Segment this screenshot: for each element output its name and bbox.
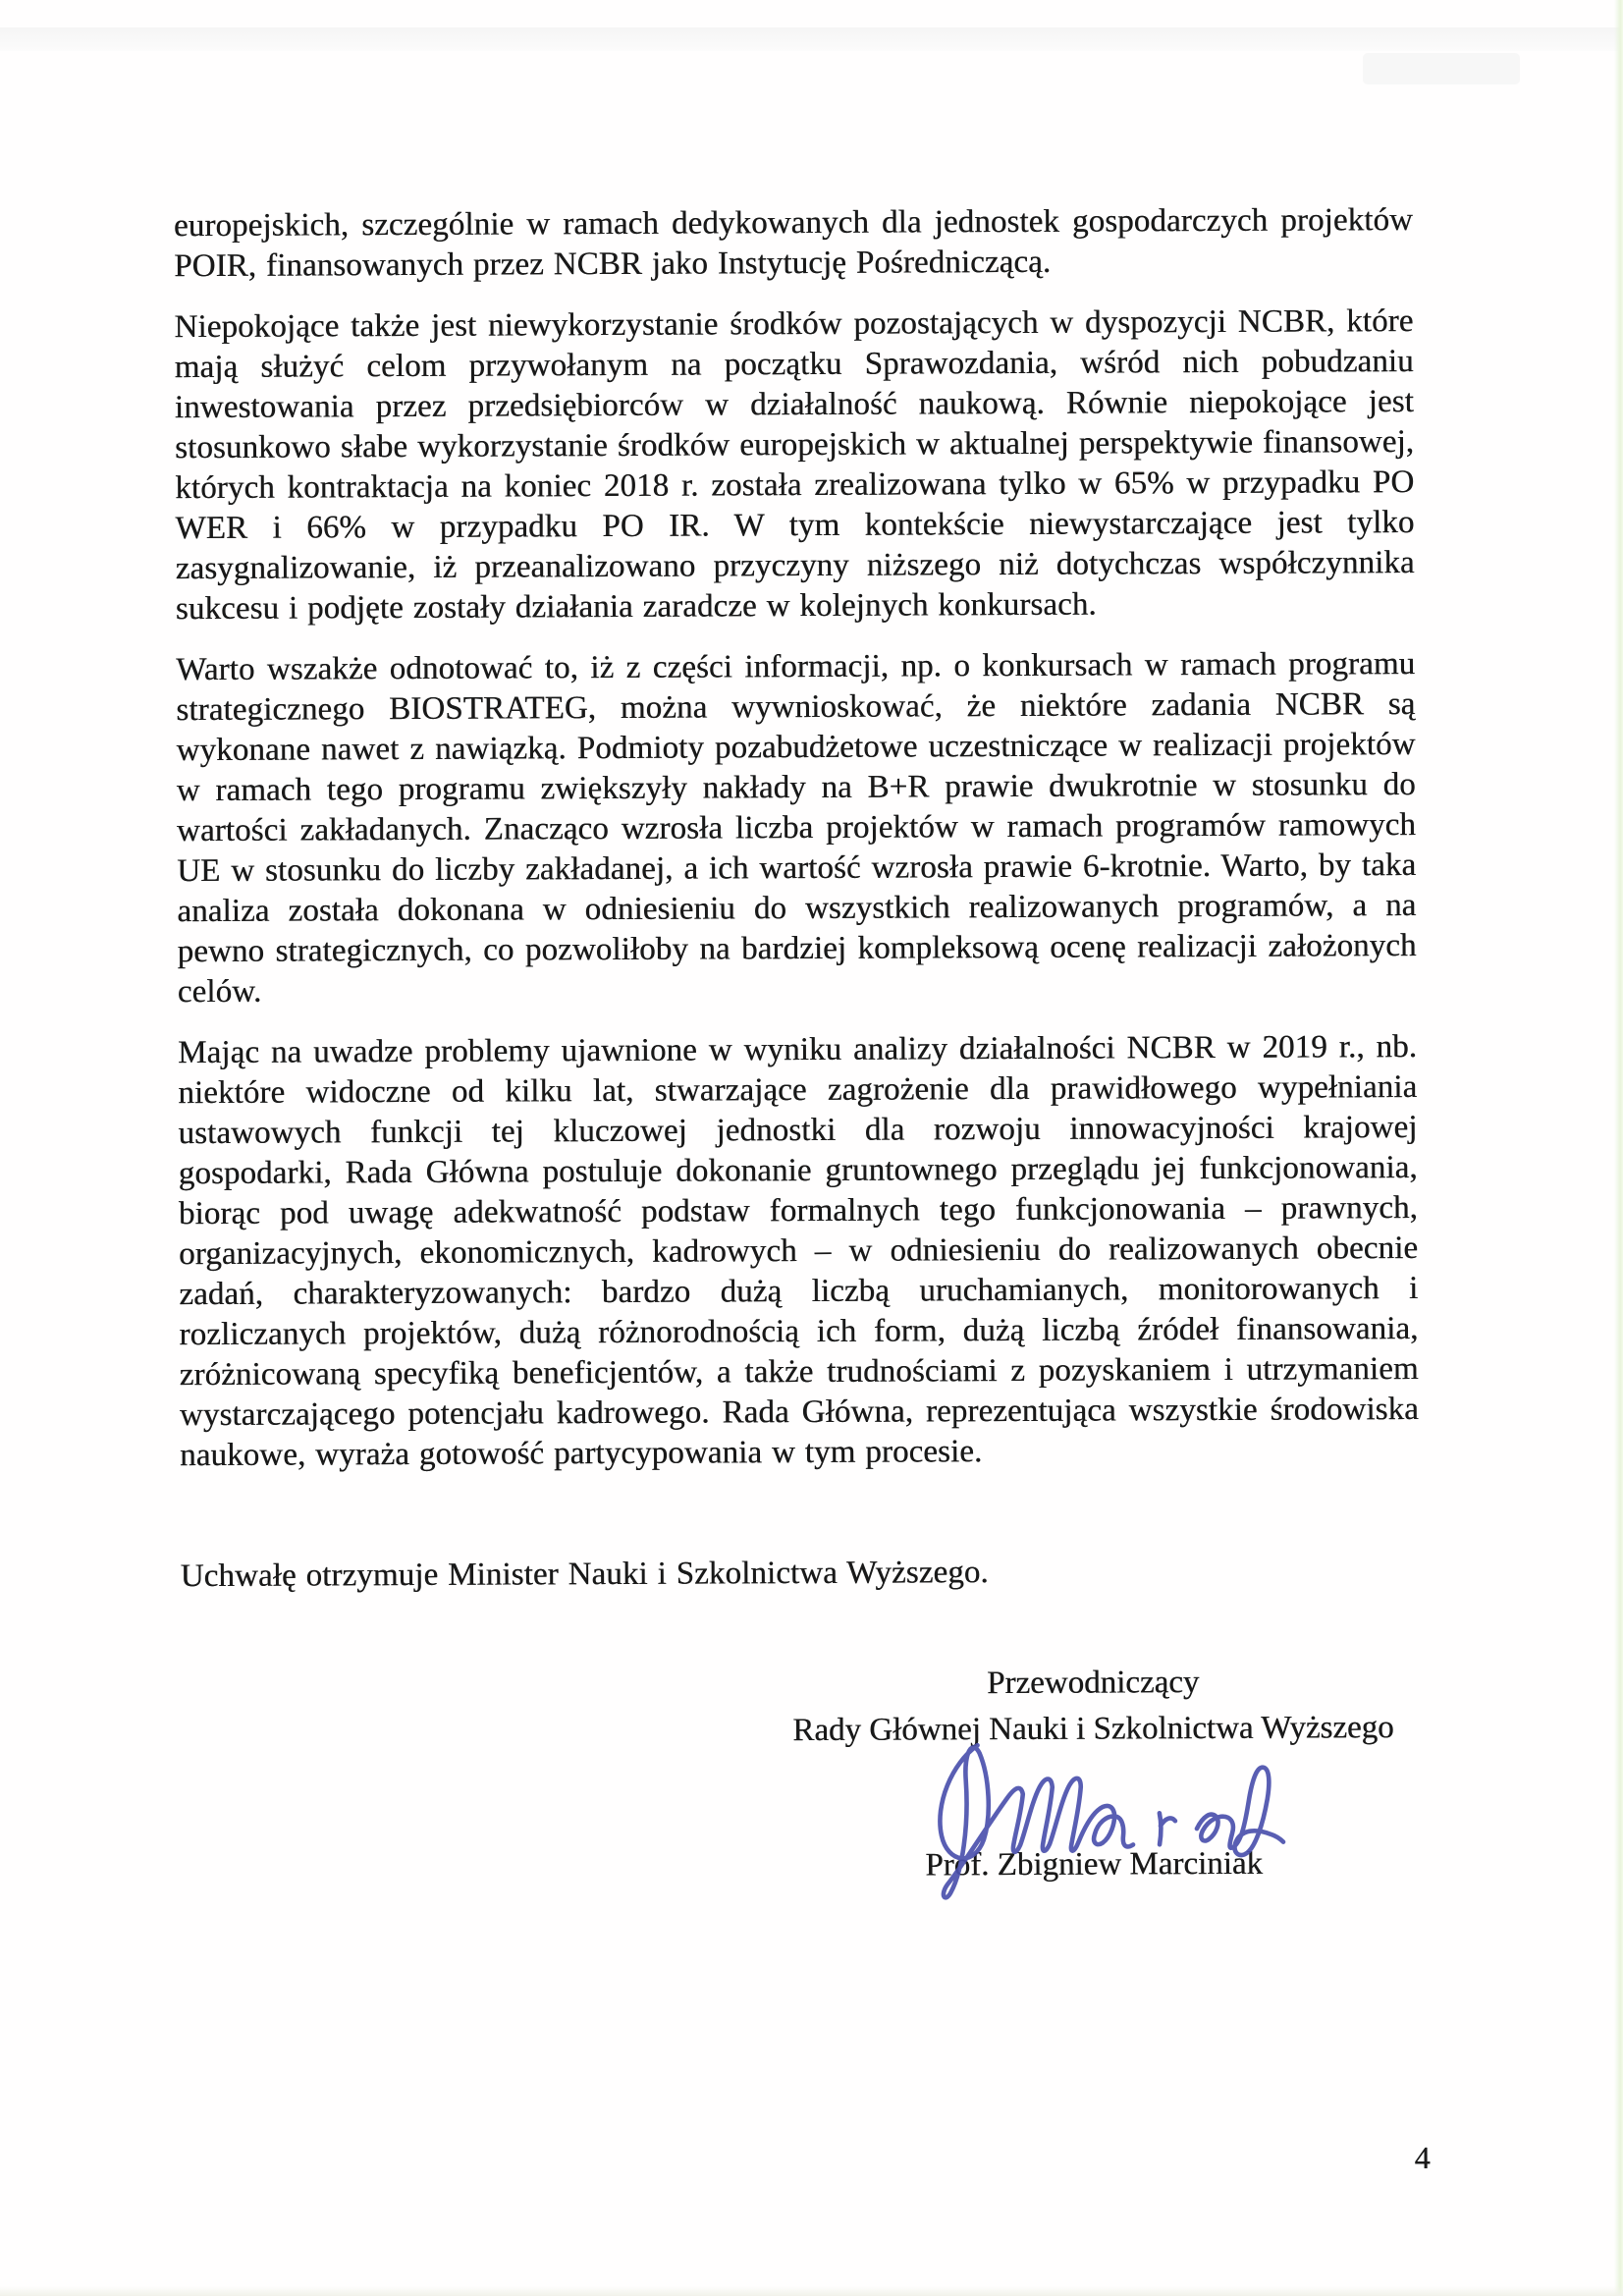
signature-stroke-tail	[1197, 1768, 1283, 1856]
signatory-organization: Rady Głównej Nauki i Szkolnictwa Wyższego	[792, 1710, 1394, 1749]
body-paragraph-2: Niepokojące także jest niewykorzystanie środków pozostających w dyspozycji NCBR, które mają służyć celom przywołanym na początku Sprawozdania, wśród nich pobudzaniu inwestowania przez przedsiębiorców w działalność naukową. Równie niepokojące jest stosunkowo słabe wykorzystanie środków europejskich w aktualnej perspektywie finansowej, których kontraktacja na koniec 2018 r. została zrealizowana tylko w 65% w przypadku PO WER i 66% w przypadku PO IR. W tym kontekście niewystarczające jest tylko zasygnalizowanie, iż przeanalizowano przyczyny niższego niż dotychczas współczynnika sukcesu i podjęte zostały działania zaradcze w kolejnych konkursach.	[174, 302, 1415, 628]
body-paragraph-3: Warto wszakże odnotować to, iż z części informacji, np. o konkursach w ramach programu strategicznego BIOSTRATEG, można wywnioskować, że niektóre zadania NCBR są wykonane nawet z nawiązką. Podmioty pozabudżetowe uczestniczące w realizacji projektów w ramach tego programu zwiększyły nakłady na B+R prawie dwukrotnie w stosunku do wartości zakładanych. Znacząco wzrosła liczba projektów w ramach programów ramowych UE w stosunku do liczby zakładanej, a ich wartość wzrosła prawie 6-krotnie. Warto, by taka analiza została dokonana w odniesieniu do wszystkich realizowanych programów, a na pewno strategicznych, co pozwoliłoby na bardziej kompleksową ocenę realizacji założonych celów.	[176, 645, 1417, 1011]
signatory-title: Przewodniczący	[987, 1665, 1200, 1702]
signature-stroke-main	[940, 1744, 1133, 1897]
body-paragraph-4: Mając na uwadze problemy ujawnione w wyniku analizy działalności NCBR w 2019 r., nb. niektóre widoczne od kilku lat, stwarzające zagrożenie dla prawidłowego wypełniania ustawowych funkcji tej kluczowej jednostki dla rozwoju innowacyjności krajowej gospodarki, Rada Główna postuluje dokonanie gruntownego przeglądu jej funkcjonowania, biorąc pod uwagę adekwatność podstaw formalnych tego funkcjonowania – prawnych, organizacyjnych, ekonomicznych, kadrowych – w odniesieniu do realizowanych obecnie zadań, charakteryzowanych: bardzo dużą liczbą uruchamianych, monitorowanych i rozliczanych projektów, dużą różnorodnością ich form, dużą liczbą źródeł finansowania, zróżnicowaną specyfiką beneficjentów, a także trudnościami z pozyskaniem i utrzymaniem wystarczającego potencjału kadrowego. Rada Główna, reprezentująca wszystkie środowiska naukowe, wyraża gotowość partycypowania w tym procesie.	[178, 1028, 1419, 1474]
document-body	[174, 200, 1420, 1617]
distribution-line: Uchwałę otrzymuje Minister Nauki i Szkolnictwa Wyższego.	[180, 1555, 989, 1595]
handwritten-signature-icon	[914, 1734, 1304, 1905]
page-number: 4	[1414, 2139, 1431, 2176]
body-paragraph-1: europejskich, szczególnie w ramach dedykowanych dla jednostek gospodarczych projektów POIR, finansowanych przez NCBR jako Instytucję Pośredniczącą.	[173, 201, 1414, 285]
scan-artifact-right-edge	[1614, 0, 1623, 2296]
signatory-name: Prof. Zbigniew Marciniak	[925, 1845, 1264, 1884]
scan-artifact-bottom-edge	[0, 2286, 1623, 2296]
signature-stroke-tick	[1160, 1813, 1175, 1844]
